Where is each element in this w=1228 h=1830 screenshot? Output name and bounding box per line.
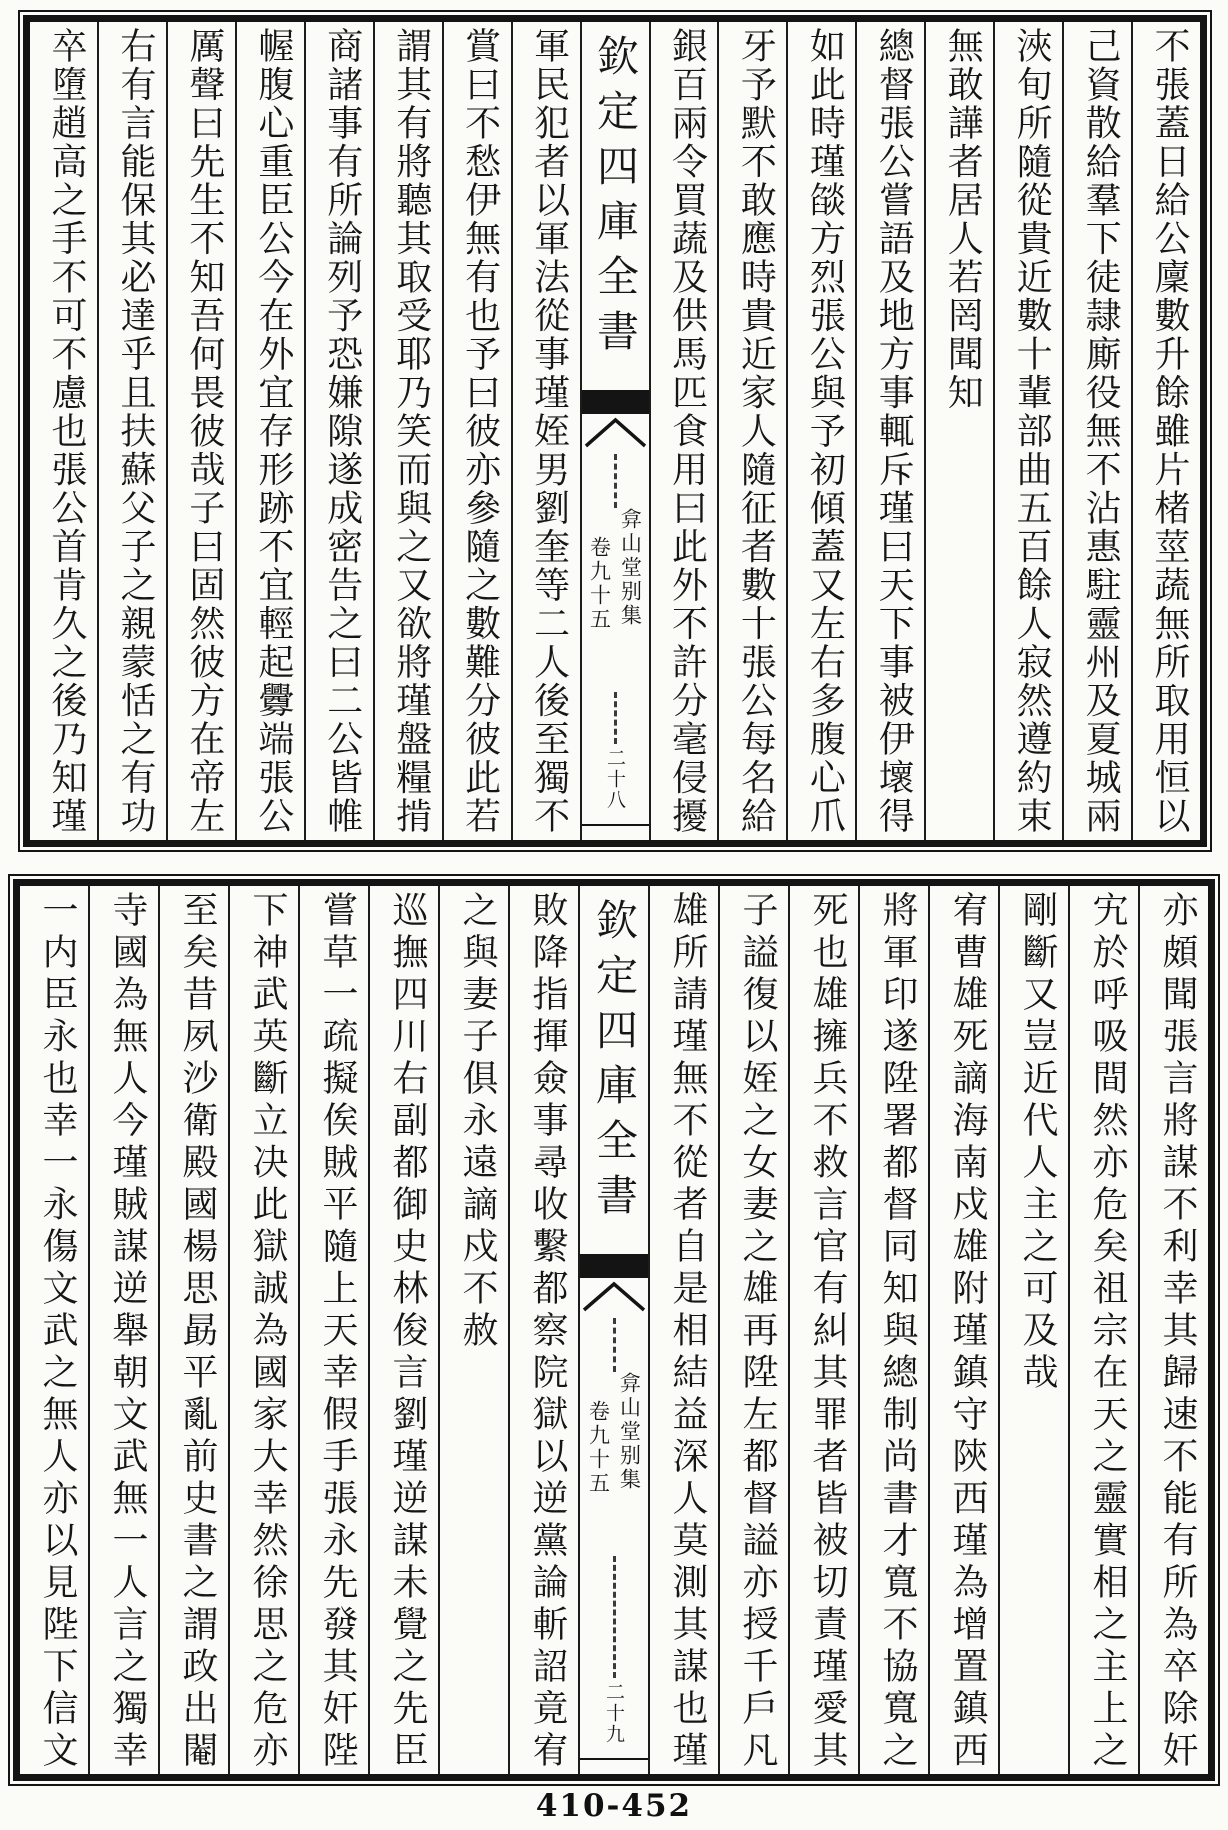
banxin-juan-label: 卷九十五 (586, 1400, 611, 1496)
text-column: 總督張公嘗語及地方事輒斥瑾曰天下事被伊壞得 (855, 22, 924, 840)
folio-lower-columns (20, 886, 1208, 1774)
banxin-series-title: 欽定四庫全書 (590, 898, 639, 1228)
banxin-column (580, 22, 649, 840)
dashed-rule-lower (613, 1556, 616, 1678)
text-column: 謂其有將聽其取受耶乃笑而與之又欲將瑾盤糧掯 (373, 22, 442, 840)
fishtail-band (582, 392, 649, 414)
text-column: 嘗草一疏擬俟賊平隨上天幸假手張永先發其奸陛 (298, 886, 368, 1774)
banxin-mid-labels (586, 1372, 643, 1550)
text-column: 死也雄擁兵不救言官有糾其罪者皆被切責瑾愛其 (788, 886, 858, 1774)
banxin-mid-labels (587, 508, 644, 686)
text-column: 不張蓋日給公廩數升餘雖片楮莖蔬無所取用恒以 (1131, 22, 1200, 840)
folio-upper-columns (30, 22, 1200, 840)
text-column: 巡撫四川右副都御史林俊言劉瑾逆謀未覺之先臣 (368, 886, 438, 1774)
dashed-rule-lower (614, 692, 617, 744)
fishtail-icon (582, 414, 649, 450)
banxin-book-title: 弇山堂别集 (618, 508, 643, 628)
text-column: 之與妻子俱永遠謫戍不赦 (438, 886, 508, 1774)
banxin-series-title: 欽定四庫全書 (591, 34, 641, 364)
plate-number: 410-452 (535, 1788, 693, 1824)
text-column: 幄腹心重臣公今在外宜存形跡不宜輕起釁端張公 (235, 22, 304, 840)
banxin-tail-rule (580, 1758, 648, 1774)
text-column: 右有言能保其必達乎且扶蘇父子之親蒙恬之有功 (97, 22, 166, 840)
text-column: 己資散給羣下徒隷廝役無不沾惠駐靈州及夏城兩 (1062, 22, 1131, 840)
dashed-rule-upper (614, 454, 617, 508)
banxin-folio-number: 二十九 (603, 1682, 625, 1745)
text-column: 宄於呼吸間然亦危矣祖宗在天之靈實相之主上之 (1068, 886, 1138, 1774)
text-column: 牙予默不敢應時貴近家人隨征者數十張公每名給 (717, 22, 786, 840)
text-column: 亦頗聞張言將謀不利幸其歸速不能有所為卒除奸 (1138, 886, 1208, 1774)
text-column: 一内臣永也幸一永傷文武之無人亦以見陛下信文 (37, 891, 78, 1773)
folio-upper (18, 10, 1212, 852)
text-column: 子謚復以姪之女妻之雄再陞左都督謚亦授千戶凡 (718, 886, 788, 1774)
text-column: 銀百兩令買蔬及供馬匹食用曰此外不許分毫侵擾 (649, 22, 718, 840)
fishtail-icon (580, 1278, 648, 1314)
text-column: 雄所請瑾無不從者自是相結益深人莫測其謀也瑾 (648, 886, 718, 1774)
banxin-column (578, 886, 648, 1774)
dashed-rule-upper (613, 1318, 616, 1372)
text-column: 厲聲曰先生不知吾何畏彼哉子曰固然彼方在帝左 (166, 22, 235, 840)
text-column: 無敢譁者居人若罔聞知 (924, 22, 993, 840)
folio-lower (8, 874, 1220, 1786)
text-column: 卒墮趙高之手不可不慮也張公首肯久之後乃知瑾 (46, 27, 87, 836)
banxin-folio-number: 二十八 (604, 748, 627, 811)
text-column: 敗降指揮僉事尋收繫都察院獄以逆黨論斬詔竟宥 (508, 886, 578, 1774)
text-column: 浹旬所隨從貴近數十輩部曲五百餘人寂然遵約束 (993, 22, 1062, 840)
banxin-tail-rule (582, 824, 649, 840)
text-column: 將軍印遂陞署都督同知與總制尚書才寬不協寬之 (858, 886, 928, 1774)
folio-lower-frame (13, 879, 1215, 1781)
text-column: 商諸事有所論列予恐嫌隙遂成密告之曰二公皆帷 (304, 22, 373, 840)
text-column: 軍民犯者以軍法從事瑾姪男劉奎等二人後至獨不 (511, 22, 580, 840)
text-column: 寺國為無人今瑾賊謀逆舉朝文武無一人言之獨幸 (88, 886, 158, 1774)
text-column: 至矣昔夙沙衛殿國楊思勗平亂前史書之謂政出閹 (158, 886, 228, 1774)
text-column: 剛斷又豈近代人主之可及哉 (998, 886, 1068, 1774)
banxin-juan-label: 卷九十五 (587, 536, 612, 632)
text-column: 宥曹雄死謫海南戍雄附瑾鎮守陝西瑾為增置鎮西 (928, 886, 998, 1774)
text-column: 如此時瑾燄方烈張公與予初傾蓋又左右多腹心爪 (786, 22, 855, 840)
text-column: 下神武英斷立决此獄誠為國家大幸然徐思之危亦 (228, 886, 298, 1774)
fishtail-band (580, 1256, 648, 1278)
text-column: 賞曰不愁伊無有也予曰彼亦參隨之數難分彼此若 (442, 22, 511, 840)
banxin-book-title: 弇山堂别集 (617, 1372, 642, 1492)
folio-upper-frame (23, 15, 1207, 847)
